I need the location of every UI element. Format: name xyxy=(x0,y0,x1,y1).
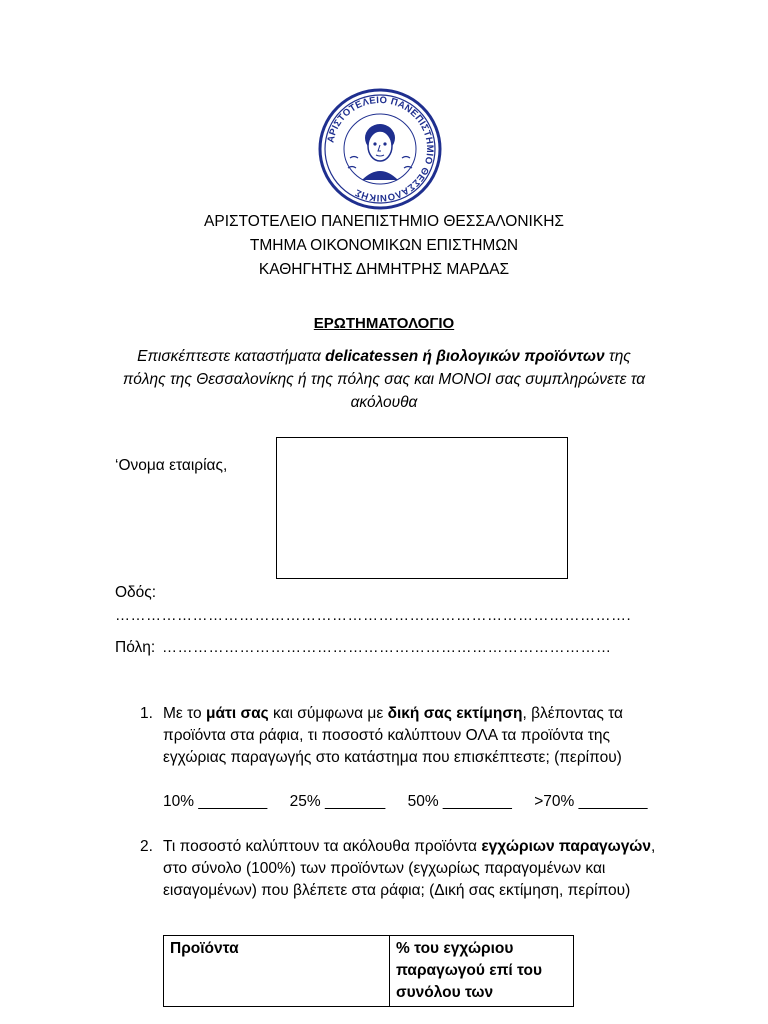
question-emphasis: μάτι σας xyxy=(205,705,269,722)
question-text xyxy=(163,703,660,769)
products-table xyxy=(163,935,574,1007)
option-over-70-percent[interactable]: >70% ________ xyxy=(534,793,648,810)
city-field[interactable]: …………………………………………………………………………… xyxy=(162,639,612,656)
question-text xyxy=(163,836,660,902)
question-emphasis: δική σας εκτίμηση xyxy=(387,705,523,722)
professor-name: ΚΑΘΗΓΗΤΗΣ ΔΗΜΗΤΡΗΣ ΜΑΡΔΑΣ xyxy=(258,261,510,278)
percentage-options xyxy=(163,793,666,811)
city-label: Πόλη: xyxy=(115,639,156,656)
question-number: 2. xyxy=(140,838,153,855)
option-10-percent[interactable]: 10% ________ xyxy=(163,793,268,810)
question-text-part: , βλέποντας τα προϊόντα στα ράφια, τι ποσοστό καλύπτουν ΟΛΑ τα προϊόντα της εγχώριας παραγωγής στο κατάστημα που επισκέπτεστε; (περίπου) xyxy=(163,705,623,766)
question-text-part: Τι ποσοστό καλύπτουν τα ακόλουθα προϊόντα xyxy=(163,838,482,855)
question-2 xyxy=(140,836,660,902)
question-1 xyxy=(140,703,660,769)
seal-ring-text: ΑΡΙΣΤΟΤΕΛΕΙΟ ΠΑΝΕΠΙΣΤΗΜΙΟ ΘΕΣΣΑΛΟΝΙΚΗΣ xyxy=(325,94,436,204)
option-50-percent[interactable]: 50% ________ xyxy=(407,793,512,810)
university-name: ΑΡΙΣΤΟΤΕΛΕΙΟ ΠΑΝΕΠΙΣΤΗΜΙΟ ΘΕΣΣΑΛΟΝΙΚΗΣ xyxy=(204,213,564,230)
question-text-part: και σύμφωνα με xyxy=(268,705,388,722)
instructions-emphasis: delicatessen ή βιολογικών προϊόντων xyxy=(325,348,605,365)
products-column-header: Προϊόντα xyxy=(164,936,390,1007)
street-label: Οδός: xyxy=(115,584,157,601)
question-emphasis: εγχώριων παραγωγών xyxy=(481,838,652,855)
question-text-part: , στο σύνολο (100%) των προϊόντων (εγχωρίως παραγομένων και εισαγομένων) που βλέπετε στα ράφια; (Δική σας εκτίμηση, περίπου) xyxy=(163,838,656,899)
question-number: 1. xyxy=(140,705,153,722)
percentage-column-header: % του εγχώριου παραγωγού επί του συνόλου των xyxy=(390,936,574,1007)
university-seal-icon xyxy=(318,88,442,210)
option-25-percent[interactable]: 25% _______ xyxy=(289,793,386,810)
table-header-row xyxy=(164,936,574,1007)
department-name: ΤΜΗΜΑ ΟΙΚΟΝΟΜΙΚΩΝ ΕΠΙΣΤΗΜΩΝ xyxy=(249,237,519,254)
instructions-text-end: της πόλης της Θεσσαλονίκης ή της πόλης σας και ΜΟΝΟΙ σας συμπληρώνετε τα ακόλουθα xyxy=(122,348,646,411)
question-text-part: Με το xyxy=(163,705,206,722)
document-title: ΕΡΩΤΗΜΑΤΟΛΟΓΙΟ xyxy=(313,315,455,332)
street-field[interactable]: ………………………………………………………………………………………. xyxy=(115,607,632,624)
company-name-label: ‘Ονομα εταιρίας, xyxy=(115,457,228,474)
company-name-field[interactable] xyxy=(276,437,568,579)
instructions-text: Επισκέπτεστε καταστήματα xyxy=(137,348,326,365)
instructions-paragraph xyxy=(120,345,648,414)
